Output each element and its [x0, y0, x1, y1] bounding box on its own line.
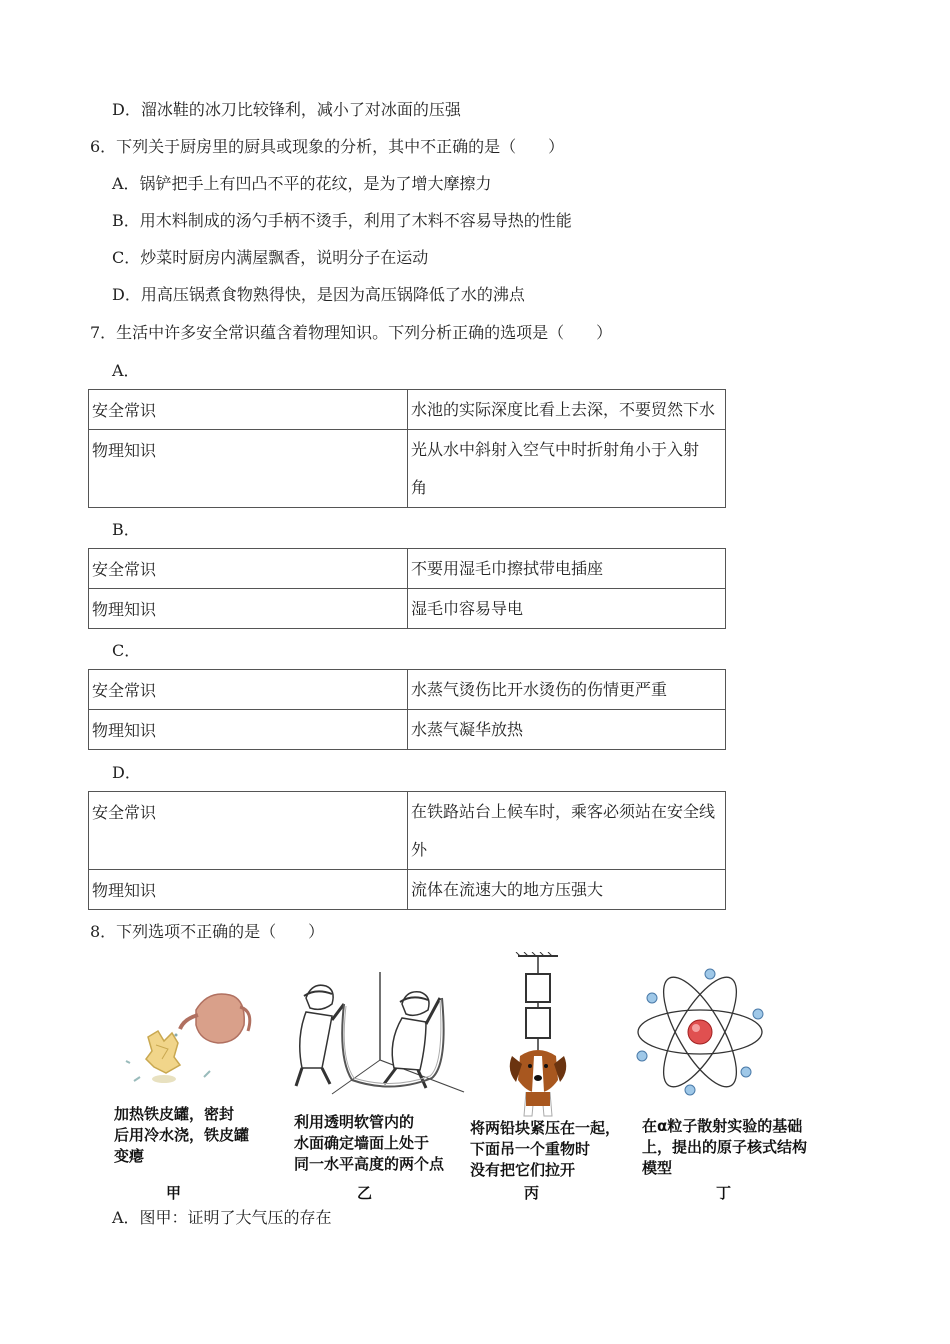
atom-model-figure — [632, 962, 772, 1097]
caption-line: 利用透明软管内的 — [294, 1113, 415, 1131]
figure-label-yi: 乙 — [357, 1184, 373, 1202]
table-cell-head: 安全常识 — [89, 390, 408, 430]
table-row — [89, 710, 726, 750]
figure-caption-yi — [294, 1112, 444, 1175]
q7-option-d-label: D． — [112, 763, 141, 782]
cell-line: 水池的实际深度比看上去深，不要贸然下水 — [411, 400, 716, 419]
q6-option-d: D．用高压锅煮食物熟得快，是因为高压锅降低了水的沸点 — [112, 285, 525, 304]
table-cell-head: 物理知识 — [89, 710, 408, 750]
caption-line: 在α粒子散射实验的基础 — [642, 1117, 803, 1135]
q7-option-c-label: C． — [112, 641, 141, 660]
table-row — [89, 390, 726, 430]
figure-caption-bing — [470, 1118, 620, 1181]
q5-option-d: D．溜冰鞋的冰刀比较锋利，减小了对冰面的压强 — [112, 100, 461, 119]
q7-option-a-label: A． — [112, 361, 140, 380]
cell-line: 水蒸气凝华放热 — [411, 720, 524, 739]
table-cell-value — [408, 390, 726, 430]
table-cell-head: 安全常识 — [89, 792, 408, 870]
caption-line: 后用冷水浇，铁皮罐 — [114, 1126, 250, 1144]
figure-label-jia: 甲 — [166, 1184, 182, 1202]
table-cell-head: 物理知识 — [89, 589, 408, 629]
table-cell-head: 安全常识 — [89, 549, 408, 589]
table-cell-value — [408, 710, 726, 750]
cell-line: 流体在流速大的地方压强大 — [411, 880, 604, 899]
table-cell-value — [408, 589, 726, 629]
q7-option-c-table — [88, 669, 726, 750]
can-cooling-figure — [118, 985, 258, 1100]
lead-blocks-figure — [498, 952, 578, 1120]
caption-line: 模型 — [642, 1159, 673, 1177]
cell-line: 外 — [411, 840, 428, 859]
table-cell-value — [408, 670, 726, 710]
q8-stem: 8．下列选项不正确的是（ ） — [90, 922, 325, 941]
table-row — [89, 870, 726, 910]
q6-option-c: C．炒菜时厨房内满屋飘香，说明分子在运动 — [112, 248, 429, 267]
cell-line: 在铁路站台上候车时，乘客必须站在安全线 — [411, 802, 716, 821]
cell-line: 不要用湿毛巾擦拭带电插座 — [411, 559, 604, 578]
figure-label-ding: 丁 — [716, 1184, 732, 1202]
table-row — [89, 589, 726, 629]
cell-line: 湿毛巾容易导电 — [411, 599, 524, 618]
table-row — [89, 430, 726, 508]
table-cell-head: 物理知识 — [89, 430, 408, 508]
caption-line: 下面吊一个重物时 — [470, 1140, 591, 1158]
q8-option-a: A．图甲：证明了大气压的存在 — [112, 1208, 332, 1227]
q6-option-b: B．用木料制成的汤勺手柄不烫手，利用了木料不容易导热的性能 — [112, 211, 572, 230]
table-cell-head: 物理知识 — [89, 870, 408, 910]
caption-line: 没有把它们拉开 — [470, 1161, 576, 1179]
table-cell-value — [408, 430, 726, 508]
table-cell-head: 安全常识 — [89, 670, 408, 710]
q6-stem: 6．下列关于厨房里的厨具或现象的分析，其中不正确的是（ ） — [90, 137, 565, 156]
figure-label-bing: 丙 — [524, 1184, 540, 1202]
q7-stem: 7．生活中许多安全常识蕴含着物理知识。下列分析正确的选项是（ ） — [90, 323, 613, 342]
table-cell-value — [408, 549, 726, 589]
caption-line: 同一水平高度的两个点 — [294, 1155, 445, 1173]
caption-line: 上，提出的原子核式结构 — [642, 1138, 808, 1156]
caption-line: 变瘪 — [114, 1147, 145, 1165]
figure-caption-jia — [114, 1104, 249, 1167]
table-cell-value — [408, 792, 726, 870]
caption-line: 加热铁皮罐，密封 — [114, 1105, 235, 1123]
q7-option-b-label: B． — [112, 520, 140, 539]
figure-caption-ding — [642, 1116, 807, 1179]
table-row — [89, 670, 726, 710]
q7-option-d-table — [88, 791, 726, 910]
table-row — [89, 549, 726, 589]
q7-option-b-table — [88, 548, 726, 629]
caption-line: 水面确定墙面上处于 — [294, 1134, 430, 1152]
q7-option-a-table — [88, 389, 726, 508]
table-row — [89, 792, 726, 870]
q6-option-a: A．锅铲把手上有凹凸不平的花纹，是为了增大摩擦力 — [112, 174, 492, 193]
cell-line: 光从水中斜射入空气中时折射角小于入射 — [411, 440, 700, 459]
hose-level-figure — [292, 968, 467, 1098]
caption-line: 将两铅块紧压在一起， — [470, 1119, 621, 1137]
table-cell-value — [408, 870, 726, 910]
cell-line: 水蒸气烫伤比开水烫伤的伤情更严重 — [411, 680, 668, 699]
cell-line: 角 — [411, 478, 428, 497]
